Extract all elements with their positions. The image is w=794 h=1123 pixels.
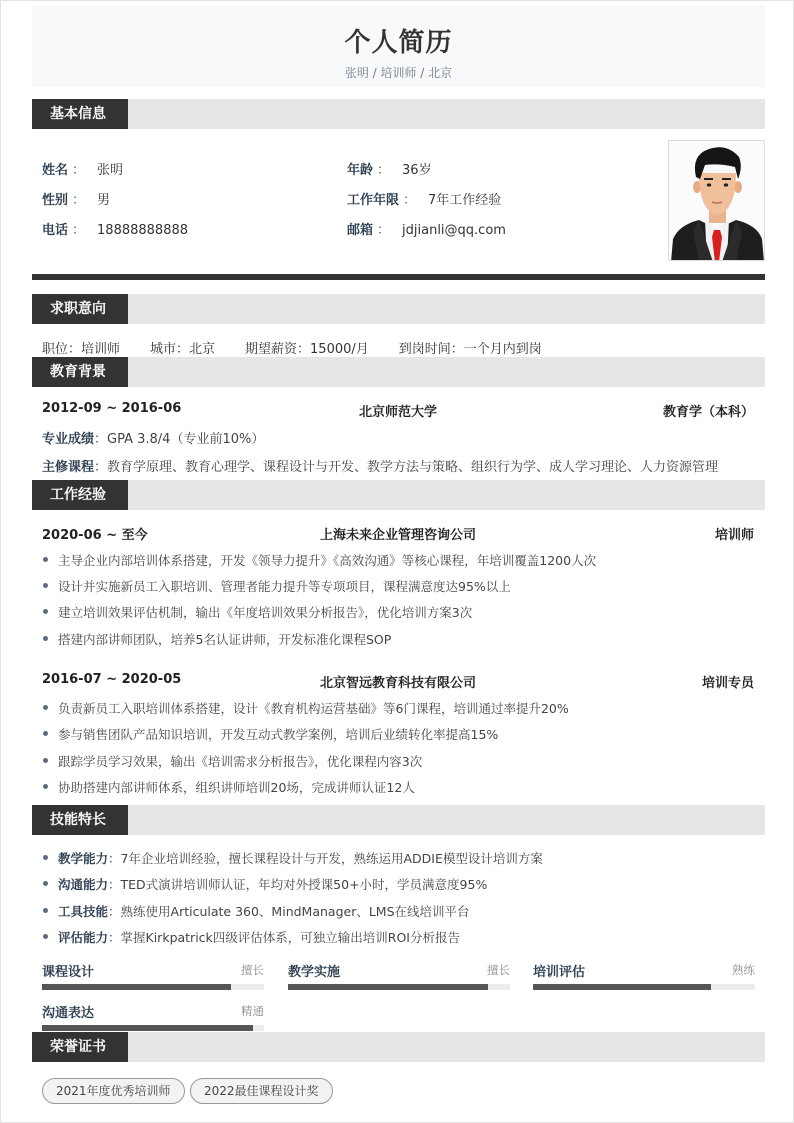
skill-bar-fill	[42, 1025, 253, 1031]
section-work-experience	[32, 480, 765, 510]
job-bullet: 建立培训效果评估机制，输出《年度培训效果分析报告》，优化培训方案3次	[42, 603, 472, 621]
gpa-label: 专业成绩	[42, 432, 95, 447]
skill-bar-name: 培训评估	[533, 965, 586, 980]
info-label: 性别	[42, 193, 69, 208]
job-company: 北京智远教育科技有限公司	[319, 676, 476, 691]
info-value: 18888888888	[97, 223, 189, 238]
skill-text: ：熟练使用Articulate 360、MindManager、LMS在线培训平台	[108, 904, 470, 919]
skill-text: ：TED式演讲培训师认证，年均对外授课50+小时，学员满意度95%	[108, 877, 488, 892]
page-title: 个人简历	[344, 28, 453, 58]
job-title: 培训师	[714, 528, 754, 543]
education-gpa	[42, 428, 264, 447]
skill-bar	[288, 961, 510, 1001]
skill-bar-level: 擅长	[241, 963, 264, 977]
courses-label: 主修课程	[42, 460, 95, 475]
job-bullet: 主导企业内部培训体系搭建，开发《领导力提升》《高效沟通》等核心课程，年培训覆盖1200人次	[42, 551, 596, 569]
skill-bar-level: 精通	[241, 1004, 264, 1018]
info-email	[347, 222, 506, 240]
skill-bar-name: 课程设计	[42, 965, 95, 980]
section-skills	[32, 805, 765, 835]
honor-badge: 2022最佳课程设计奖	[190, 1078, 333, 1104]
section-honors	[32, 1032, 765, 1062]
info-value: 7年工作经验	[428, 193, 502, 208]
intent-salary: 期望薪资：15000/月	[245, 342, 369, 357]
info-label: 电话	[42, 223, 69, 238]
section-title: 荣誉证书	[32, 1032, 128, 1062]
courses-value: ：教育学原理、教育心理学、课程设计与开发、教学方法与策略、组织行为学、成人学习理论、人力资源管理	[94, 460, 719, 475]
info-gender	[42, 192, 110, 210]
section-title: 基本信息	[32, 99, 128, 129]
job-header-row	[42, 672, 754, 690]
info-name	[42, 162, 123, 180]
skill-item	[42, 902, 470, 920]
skill-label: 教学能力	[58, 851, 109, 866]
skill-item	[42, 875, 487, 893]
info-phone	[42, 222, 188, 240]
skill-bar-fill	[533, 984, 711, 990]
avatar-illustration-icon	[669, 141, 765, 261]
intent-position: 职位：培训师	[42, 342, 121, 357]
skill-bar-name: 教学实施	[288, 965, 341, 980]
info-separator: ：	[72, 163, 86, 178]
info-label: 姓名	[42, 163, 69, 178]
info-experience	[347, 192, 501, 210]
education-courses	[42, 456, 718, 475]
job-bullet: 负责新员工入职培训体系搭建，设计《教育机构运营基础》等6门课程，培训通过率提升20%	[42, 699, 569, 717]
info-label: 邮箱	[347, 223, 374, 238]
info-label: 年龄	[347, 163, 374, 178]
intent-city: 城市：北京	[150, 342, 216, 357]
info-label: 工作年限	[347, 193, 400, 208]
skill-label: 工具技能	[58, 904, 109, 919]
resume-header	[32, 5, 765, 87]
avatar-photo	[668, 140, 765, 261]
skill-item	[42, 928, 460, 946]
section-divider	[32, 274, 765, 280]
skill-item	[42, 849, 543, 867]
skill-bar	[42, 961, 264, 1001]
skill-bar-track	[42, 984, 264, 990]
job-intent-row	[42, 338, 572, 357]
skill-bar-fill	[42, 984, 231, 990]
section-title: 工作经验	[32, 480, 128, 510]
job-bullet: 搭建内部讲师团队，培养5名认证讲师，开发标准化课程SOP	[42, 630, 391, 648]
gpa-value: ：GPA 3.8/4（专业前10%）	[94, 432, 265, 447]
education-school: 北京师范大学	[358, 405, 437, 420]
job-period: 2020-06 ~ 至今	[42, 528, 148, 543]
education-header-row	[42, 401, 754, 419]
info-value: jdjianli@qq.com	[402, 223, 506, 238]
info-separator: ：	[377, 223, 391, 238]
job-title: 培训专员	[701, 676, 754, 691]
section-job-intent	[32, 294, 765, 324]
skill-bar-fill	[288, 984, 488, 990]
skill-bar-track	[533, 984, 755, 990]
info-value: 男	[97, 193, 111, 208]
info-separator: ：	[72, 223, 86, 238]
skill-text: ：7年企业培训经验，擅长课程设计与开发，熟练运用ADDIE模型设计培训方案	[108, 851, 543, 866]
page-subtitle: 张明 / 培训师 / 北京	[344, 66, 453, 80]
job-bullet: 参与销售团队产品知识培训，开发互动式教学案例，培训后业绩转化率提高15%	[42, 725, 498, 743]
job-header-row	[42, 524, 754, 542]
skill-bar-level: 熟练	[732, 963, 755, 977]
skill-bar-level: 擅长	[487, 963, 510, 977]
skill-label: 评估能力	[58, 930, 109, 945]
info-separator: ：	[403, 193, 417, 208]
skill-text: ：掌握Kirkpatrick四级评估体系，可独立输出培训ROI分析报告	[108, 930, 460, 945]
section-basic-info	[32, 99, 765, 129]
skill-label: 沟通能力	[58, 877, 109, 892]
intent-availability: 到岗时间：一个月内到岗	[398, 342, 542, 357]
job-period: 2016-07 ~ 2020-05	[42, 672, 182, 687]
info-value: 36岁	[402, 163, 432, 178]
skill-bar-track	[42, 1025, 264, 1031]
info-separator: ：	[377, 163, 391, 178]
job-company: 上海未来企业管理咨询公司	[319, 528, 476, 543]
skill-bar-name: 沟通表达	[42, 1006, 95, 1021]
skill-bar	[533, 961, 755, 1001]
section-title: 教育背景	[32, 357, 128, 387]
education-period: 2012-09 ~ 2016-06	[42, 401, 182, 416]
job-bullet: 跟踪学员学习效果，输出《培训需求分析报告》，优化课程内容3次	[42, 752, 422, 770]
info-separator: ：	[72, 193, 86, 208]
honor-badge: 2021年度优秀培训师	[42, 1078, 185, 1104]
info-age	[347, 162, 432, 180]
info-value: 张明	[97, 163, 124, 178]
section-title: 求职意向	[32, 294, 128, 324]
education-major: 教育学（本科）	[662, 405, 754, 420]
job-bullet: 设计并实施新员工入职培训、管理者能力提升等专项项目，课程满意度达95%以上	[42, 577, 511, 595]
job-bullet: 协助搭建内部讲师体系，组织讲师培训20场，完成讲师认证12人	[42, 778, 415, 796]
section-education	[32, 357, 765, 387]
skill-bar-track	[288, 984, 510, 990]
section-title: 技能特长	[32, 805, 128, 835]
